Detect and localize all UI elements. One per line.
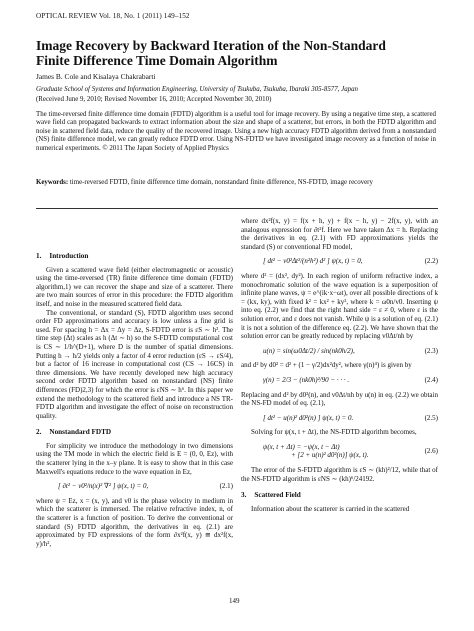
equation-2-4 — [241, 376, 438, 385]
equation-2-4-number: (2.4) — [424, 375, 438, 384]
section-2-heading — [36, 428, 233, 437]
equation-2-3-body: u(n) = sin(ω0Δt/2) / sin(nk0h/2), — [263, 346, 355, 355]
equation-2-2-number: (2.2) — [424, 257, 438, 266]
section-3-title: Scattered Field — [254, 491, 301, 500]
right-column — [241, 217, 438, 513]
equation-2-3-number: (2.3) — [424, 346, 438, 355]
equation-2-5 — [241, 414, 438, 423]
section-1-heading — [36, 252, 233, 261]
affiliation: Graduate School of Systems and Information Engineering, University of Tsukuba, Tsukuba, Ibaraki 305-8577, Japan — [36, 86, 358, 93]
header-divider — [36, 208, 438, 209]
equation-2-1-body: [ ∂t² − v0²/n(x)² ∇² ] ψ(x, t) = 0, — [58, 482, 149, 491]
equation-2-6-body — [241, 443, 368, 460]
equation-2-6 — [241, 443, 438, 460]
authors: James B. Cole and Kisalaya Chakrabarti — [36, 72, 156, 81]
equation-2-5-number: (2.5) — [424, 413, 438, 422]
equation-2-5-body: [ dt² − u(n)² d0²(n) ] ψ(x, t) = 0. — [263, 413, 354, 422]
equation-2-2 — [241, 257, 438, 266]
equation-2-1 — [36, 482, 233, 491]
right-paragraph-1: where dx²f(x, y) = f(x + h, y) + f(x − h, y) − 2f(x, y), with an analogous expression for ∂t²f. Here we have taken Δx = h. Replacing the derivatives in eq. (2.1) with FD approximations yields the standard (S) or conventional FD model, — [241, 217, 438, 251]
nsfdtd-paragraph-2: where ψ = Ez, x = (x, y), and v0 is the phase velocity in medium in which the scatterer is immersed. The relative refractive index, n, of the scatterer is a function of position. To derive the conventional or standard (S) FDTD algorithm, the derivatives in eq. (2.1) are approximated by FD expressions of the form ∂x²f(x, y) ≅ dx²f(x, y)/h², — [36, 496, 233, 548]
intro-paragraph-1: Given a scattered wave field (either electromagnetic or acoustic) using the time-reversed (TR) finite difference time domain (FDTD) algorithm,1) we can recover the shape and size of a scatterer. There are two main sources of error in this procedure: the FDTD algorithm itself, and noise in the measured scattered field data. — [36, 265, 233, 308]
section-1-title: Introduction — [49, 252, 89, 260]
section-1-number: 1. — [36, 252, 42, 260]
right-paragraph-3: and d² by d0² = d² + (1 − γ/2)dx²dy², where γ(n)⁴) is given by — [241, 361, 412, 370]
equation-2-2-body: [ dt² − v0²Δt²/(n²h²) d² ] ψ(x, t) = 0, — [263, 257, 363, 266]
section-3-number: 3. — [241, 491, 247, 500]
keywords-text: time-reversed FDTD, finite difference time domain, nonstandard finite difference, NS-FDTD, image recovery — [69, 179, 373, 186]
title-line-1: Image Recovery by Backward Iteration of the Non-Standard — [36, 38, 386, 53]
paper-title — [36, 38, 446, 68]
scattered-field-paragraph: Information about the scatterer is carried in the scattered — [251, 504, 410, 513]
right-paragraph-2: where d² = (dx², dy²). In each region of uniform refractive index, a monochromatic solution of the wave equation is a superposition of infinite plane waves, ψ = e^(ik·x−ωt), over all possible directions of k = (kx, ky), with fixed k² = kx² + ky², where k = ω0n/v0. Inserting ψ into eq. (2.2) we find that the right hand side = ε ≠ 0, where ε is the solution error, and ε does not vanish. While ψ is a solution of eq. (2.1) it is not a solution of the difference eq. (2.2). We have shown that the solution error can be greatly reduced by replacing v0Δt/nh by — [241, 271, 438, 341]
keywords — [36, 179, 436, 187]
equation-2-4-body: γ(n) = 2/3 − (nk0h)²/90 − · · · . — [263, 375, 350, 384]
equation-2-6-line-1: ψ(x, t + Δt) = −ψ(x, t − Δt) — [263, 442, 340, 451]
equation-2-6-number: (2.6) — [424, 447, 438, 456]
equation-2-6-line-2: + [2 + u(n)² d0²(n)] ψ(x, t). — [291, 451, 369, 460]
right-paragraph-5: Solving for ψ(x, t + Δt), the NS-FDTD algorithm becomes, — [251, 428, 417, 437]
intro-paragraph-2: The conventional, or standard (S), FDTD algorithm uses second order FD approximations and accuracy is low unless a fine grid is used. For spacing h = Δx = Δy = Δz, S-FDTD error is εS ∼ h². The time step (Δt) scales as h (Δt ∼ h) so the S-FDTD computational cost is CS ∼ 1/h^(D+1), where D is the number of spatial dimensions. Putting h → h/2 yields only a factor of 4 error reduction (εS → εS/4), but a factor of 16 increase in computational cost (CS → 16CS) in three dimensions. We have recently developed new high accuracy second order FDTD algorithm based on nonstandard (NS) finite differences (FD)2,3) for which the error is εNS ∼ h⁶. In this paper we extend the methodology to the scattered field and introduce a NS TR-FDTD algorithm and investigate the effect of noise on reconstruction quality. — [36, 308, 233, 420]
nsfdtd-paragraph-1: For simplicity we introduce the methodology in two dimensions using the TM mode in which the electric field is E = (0, 0, Ez), with the scatterer lying in the x–y plane. It is easy to show that in this case Maxwell's equations reduce to the wave equation in Ez, — [36, 441, 233, 476]
section-2-title: Nonstandard FDTD — [49, 428, 112, 437]
title-line-2: Finite Difference Time Domain Algorithm — [36, 53, 278, 68]
keywords-label: Keywords: — [36, 179, 69, 186]
equation-2-3 — [241, 347, 438, 356]
equation-2-1-number: (2.1) — [219, 482, 233, 491]
page-number: 149 — [229, 597, 240, 605]
received-dates: (Received June 9, 2010; Revised November 16, 2010; Accepted November 30, 2010) — [36, 96, 272, 103]
abstract: The time-reversed finite difference time domain (FDTD) algorithm is a useful tool for image recovery. By using a negative time step, a scattered wave field can propagated backwards to extract information about the size and shape of a scatterer, but errors, in both the FDTD algorithm and noise in scattered field data, reduce the quality of the recovered image. Using a new high accuracy FDTD algorithm derived from a nonstandard (NS) finite difference model, we can greatly reduce FDTD error. Using NS-FDTD we have investigated image recovery as a function of noise in numerical experiments. © 2011 The Japan Society of Applied Physics — [36, 111, 436, 152]
left-column — [36, 252, 233, 548]
section-2-number: 2. — [36, 428, 42, 437]
journal-header: OPTICAL REVIEW Vol. 18, No. 1 (2011) 149–152 — [36, 12, 190, 20]
right-paragraph-6: The error of the S-FDTD algorithm is εS ∼ (kh)²/12, while that of the NS-FDTD algorithm is εNS ∼ (kh)⁶/24192. — [241, 466, 438, 483]
right-paragraph-4: Replacing and d² by d0²(n), and v0Δt/nh by u(n) in eq. (2.2) we obtain the NS-FD model of eq. (2.1), — [241, 390, 438, 408]
section-3-heading — [241, 491, 438, 500]
